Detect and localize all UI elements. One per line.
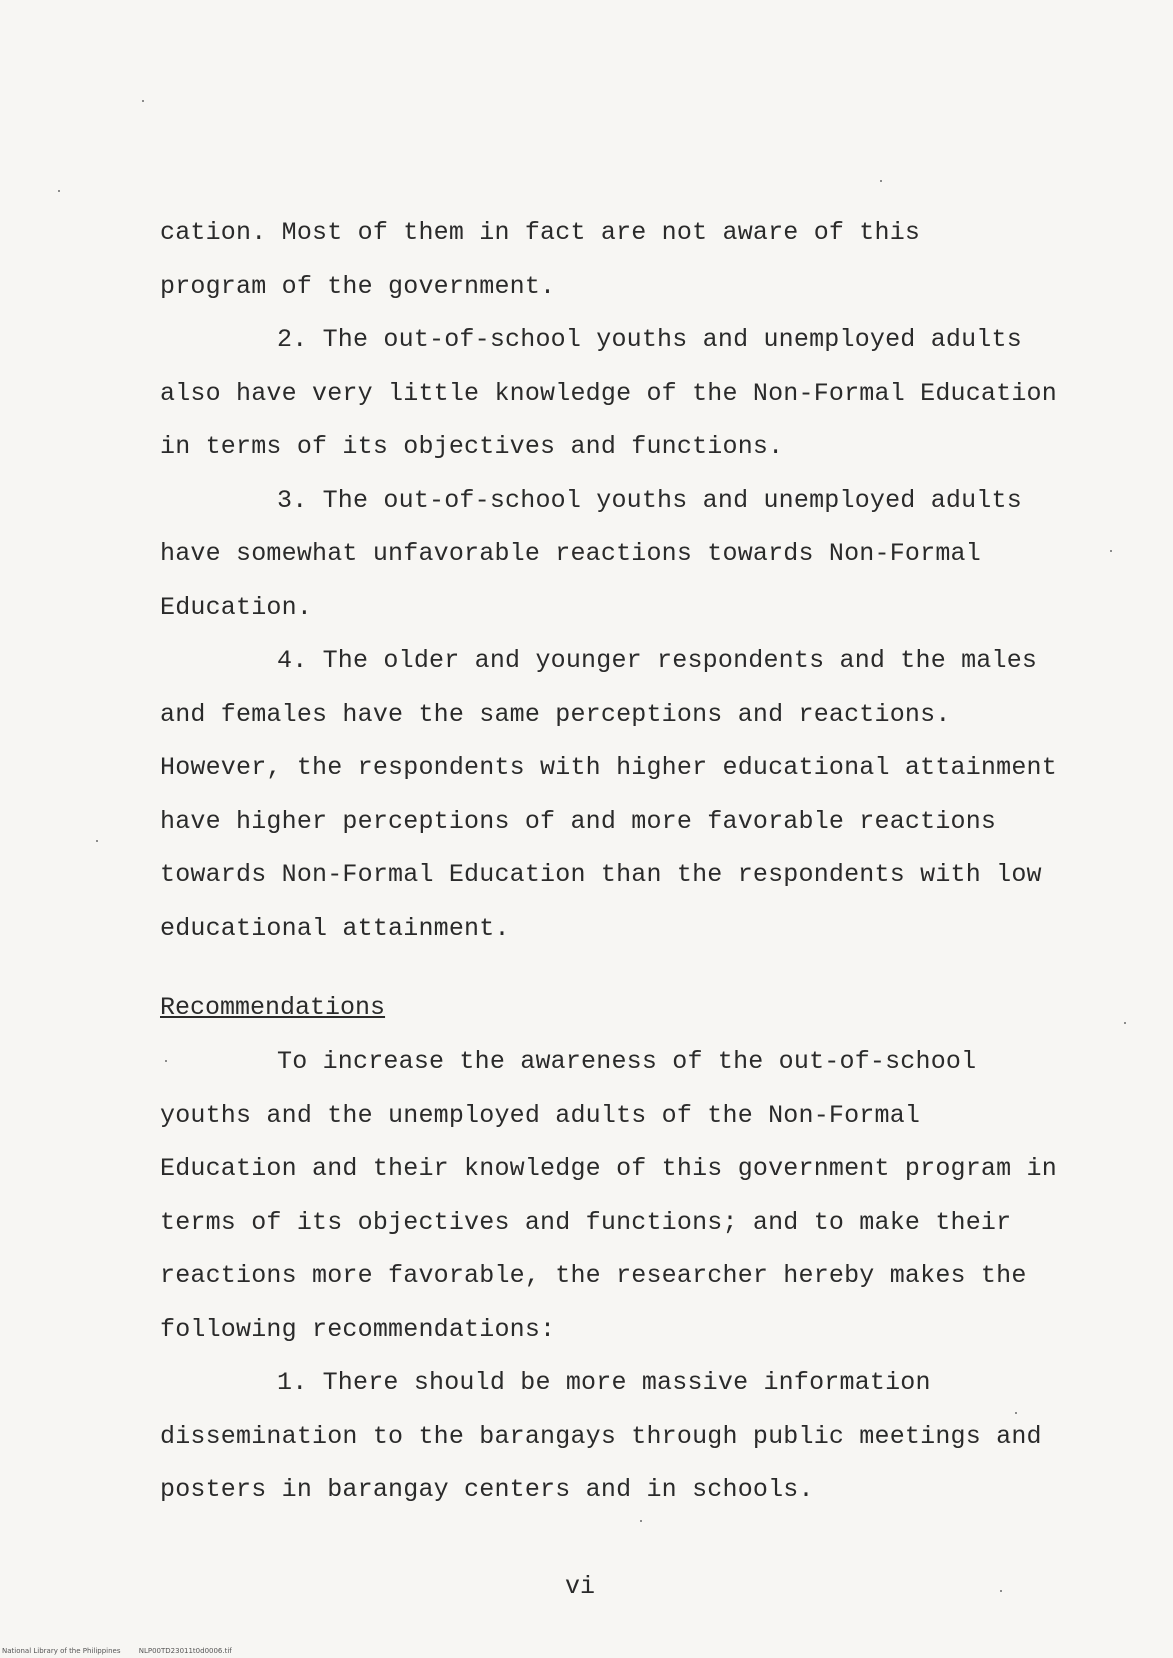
continuation-line: program of the government. xyxy=(160,271,556,301)
body-text xyxy=(160,206,1060,955)
finding-3: 3. The out-of-school youths and unemployed adults have somewhat unfavorable reactions towards Non-Formal Education. xyxy=(160,485,1022,622)
footer-library: National Library of the Philippines xyxy=(2,1647,121,1655)
page-number: vi xyxy=(565,1572,596,1601)
recommendations-heading: Recommendations xyxy=(160,993,386,1022)
scan-speck xyxy=(142,100,144,102)
scan-speck xyxy=(58,190,60,192)
scan-speck xyxy=(880,180,882,182)
scan-speck xyxy=(1110,550,1112,552)
footer-file-id: NLP00TD23011t0d0006.tif xyxy=(138,1647,232,1655)
recommendation-1: 1. There should be more massive information dissemination to the barangays through public meetings and posters in barangay centers and in schools. xyxy=(160,1368,1042,1504)
scan-speck xyxy=(640,1520,642,1522)
finding-4: 4. The older and younger respondents and the males and females have the same perceptions and reactions. However, the respondents with higher educational attainment have higher perceptions of and more favorable reactions towards Non-Formal Education than the respondents with low educational attainment. xyxy=(160,646,1057,943)
scan-speck xyxy=(96,840,98,842)
finding-2: 2. The out-of-school youths and unemployed adults also have very little knowledge of the Non-Formal Education in terms of its objectives and functions. xyxy=(160,325,1057,461)
scan-speck xyxy=(165,1060,167,1062)
recommendations-intro: To increase the awareness of the out-of-school youths and the unemployed adults of the Non-Formal Education and their knowledge of this government program in terms of its objectives and functions; and to make their reactions more favorable, the researcher hereby makes the following recommendations: xyxy=(160,1047,1057,1344)
scan-speck xyxy=(1000,1590,1002,1592)
scan-footer xyxy=(2,1647,248,1655)
recommendations-section xyxy=(160,1035,1060,1517)
scan-speck xyxy=(1124,1022,1126,1024)
scan-speck xyxy=(1015,1412,1017,1414)
continuation-line: cation. Most of them in fact are not aware of this xyxy=(160,218,921,247)
